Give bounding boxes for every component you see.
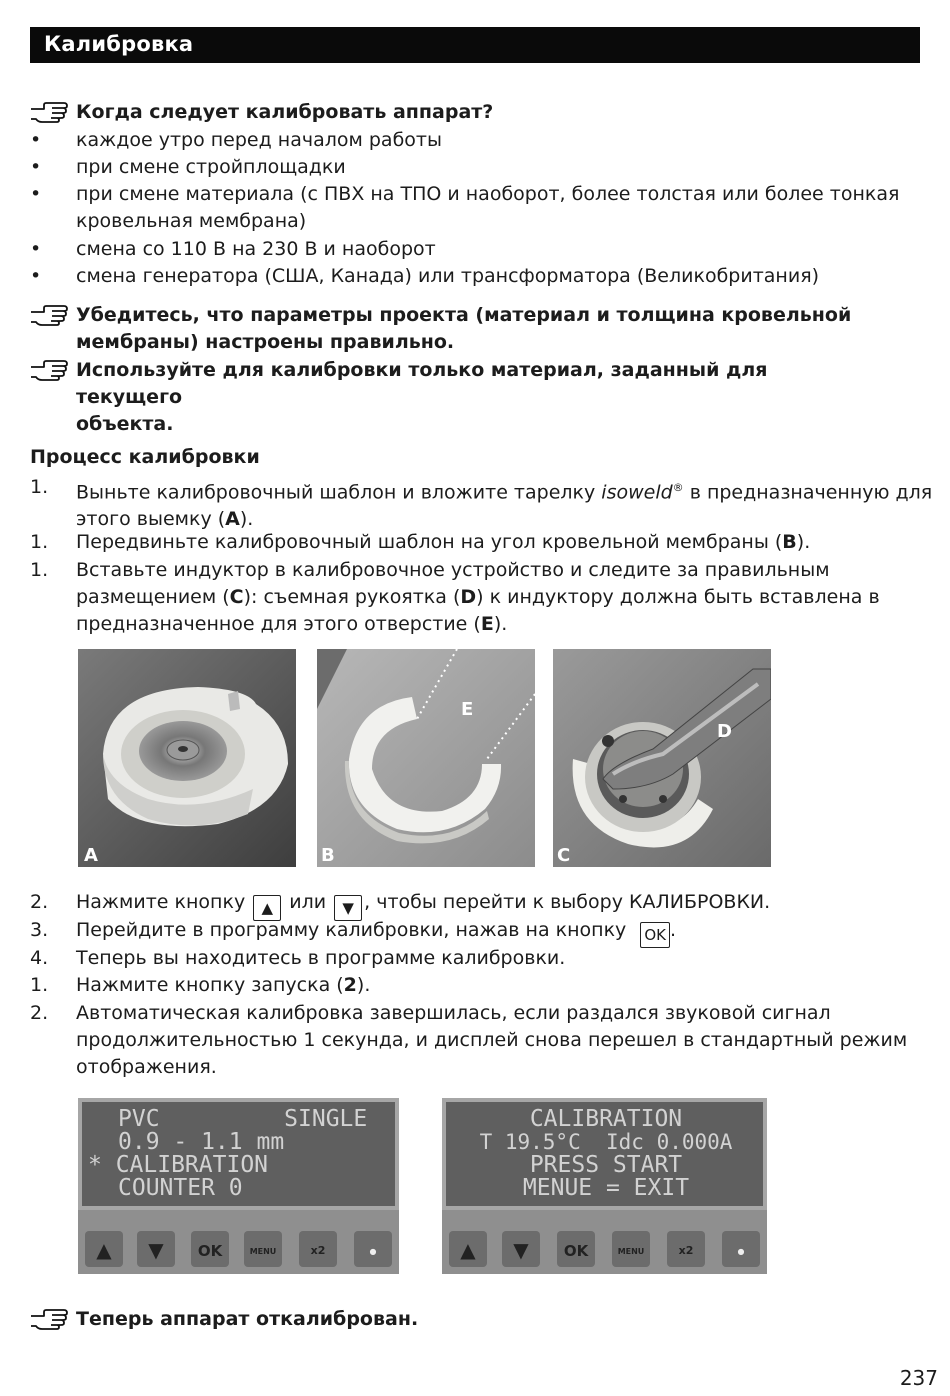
lcd-line: CALIBRATION [529, 1106, 683, 1132]
note-when-calibrate [30, 99, 876, 126]
svg-text:MENU: MENU [617, 1247, 645, 1256]
up-arrow-icon: ▲ [460, 1238, 476, 1262]
start-dot-icon: ● [737, 1247, 745, 1256]
start-dot-icon: ● [369, 1247, 377, 1256]
down-arrow-icon: ▼ [513, 1238, 529, 1262]
lcd-line: COUNTER 0 [118, 1175, 243, 1201]
svg-text:OK: OK [563, 1242, 589, 1260]
pointing-hand-icon [30, 1308, 68, 1330]
note-text: Когда следует калибровать аппарат? [76, 101, 494, 123]
down-arrow-icon: ▼ [148, 1238, 164, 1262]
section-title: Калибровка [44, 32, 194, 56]
lcd-panel-single [78, 1098, 399, 1274]
photo-label: C [557, 845, 571, 866]
lcd-line: MENUE = EXIT [522, 1175, 690, 1201]
photo-label: B [321, 845, 335, 866]
note-material: Используйте для калибровки только материал, заданный для текущего объекта. [30, 357, 876, 438]
pointing-hand-icon [30, 304, 68, 326]
note-calibrated: Теперь аппарат откалиброван. [30, 1306, 876, 1333]
svg-text:x2: x2 [310, 1244, 326, 1257]
process-heading: Процесс калибровки [30, 446, 260, 468]
svg-text:OK: OK [197, 1242, 223, 1260]
lcd-line: PRESS START [529, 1152, 683, 1178]
photo-template-B [317, 649, 535, 867]
lcd-line: T 19.5°C Idc 0.000A [479, 1130, 733, 1154]
lcd-line: 0.9 - 1.1 mm [118, 1129, 285, 1155]
pointing-hand-icon [30, 101, 68, 123]
section-header-bar [30, 27, 920, 63]
photo-label: A [84, 845, 98, 866]
photo-template-C [553, 649, 771, 867]
note-check-params: Убедитесь, что параметры проекта (материал и толщина кровельной мембраны) настроены правильно. [30, 302, 876, 356]
photo-template-A [78, 649, 296, 867]
brand-name: isoweld [601, 481, 673, 504]
lcd-panel-calibration [442, 1098, 767, 1274]
lcd-line: * CALIBRATION [88, 1152, 269, 1178]
photo-inner-label: E [461, 699, 474, 720]
svg-text:MENU: MENU [249, 1247, 277, 1256]
ok-key-icon: OK [640, 922, 670, 948]
photo-inner-label: D [717, 721, 732, 742]
up-arrow-icon: ▲ [96, 1238, 112, 1262]
lcd-line: PVC SINGLE [118, 1106, 368, 1132]
page-number: 237 [899, 1366, 938, 1390]
up-arrow-key-icon: ▲ [253, 895, 281, 921]
pointing-hand-icon [30, 359, 68, 381]
svg-text:x2: x2 [678, 1244, 694, 1257]
down-arrow-key-icon: ▼ [334, 895, 362, 921]
